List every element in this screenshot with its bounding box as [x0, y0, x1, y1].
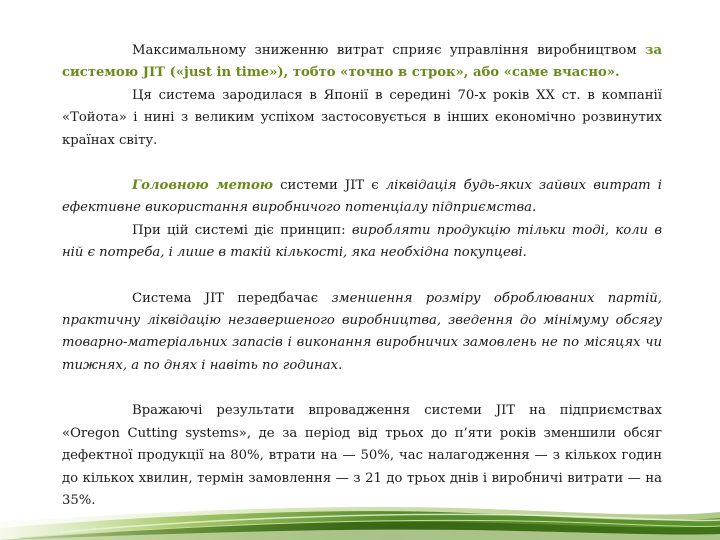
paragraph-text: При цій системі діє принцип:: [132, 222, 352, 238]
paragraph-origin: [62, 85, 662, 152]
paragraph-text: Система JIT передбачає: [132, 290, 332, 306]
italic-text: зменшення розміру оброблюваних партій, практичну ліквідацію незавершеного виробництва, зведення до мінімуму обсягу товарно-матеріальних запасів і виконання виробничих замовлень не по місяцях чи тижнях, а по днях і навіть по годинах: [62, 290, 662, 373]
paragraph-text: системи JIT є: [273, 178, 386, 194]
paragraph-text: Ця система зародилася в Японії в середині 70-х років XX ст. в компанії «Тойота» і нині з великим успіхом застосовується в інших економічно розвинутих країнах світу.: [62, 87, 662, 148]
paragraph-provisions: [62, 288, 662, 378]
paragraph-main-goal: [62, 175, 662, 220]
paragraph-principle: [62, 220, 662, 265]
paragraph-jit-intro: [62, 40, 662, 85]
highlight-main-goal: Головною метою: [132, 178, 274, 194]
stripes-graphic: [0, 482, 720, 540]
italic-text: виробляти продукцію тільки тоді, коли в ній є потреба, і лише в такій кількості, яка необхідна покупцеві.: [62, 222, 662, 261]
slide-body: [62, 40, 662, 512]
italic-text: ліквідація будь-яких зайвих витрат і ефективне використання виробничого потенціалу підприємства.: [62, 178, 662, 216]
highlight-jit-definition: за системою JIT («just in time»), тобто «точно в строк», або «саме вчасно».: [62, 43, 662, 81]
decorative-footer-stripes: [0, 482, 720, 540]
paragraph-end: .: [338, 357, 343, 373]
paragraph-text: Вражаючі результати впровадження системи JIT на підприємствах «Oregon Cutting systems», де за період від трьох до п’яти років зменшили обсяг дефектної продукції на 80%, втрати на — 50%, час налагодження — з кількох годин до кількох хвилин, термін замовлення — з 21 до трьох днів і виробничі витрати — на 35%.: [62, 403, 662, 508]
paragraph-text: Максимальному зниженню витрат сприяє управління виробництвом: [132, 43, 646, 58]
